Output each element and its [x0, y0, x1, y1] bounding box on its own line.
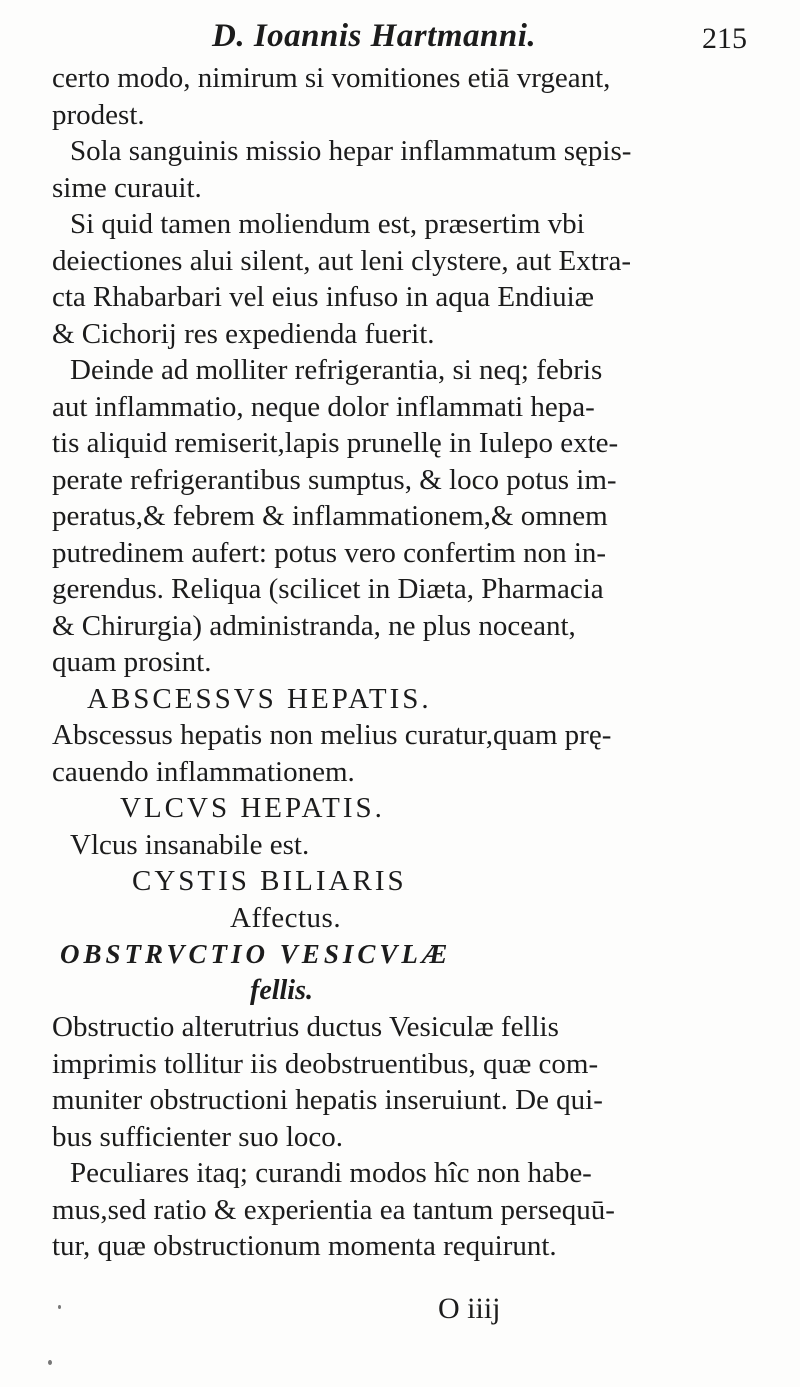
section-heading-obstructio-vesiculae: OBSTRVCTIO VESICVLÆ	[60, 939, 452, 969]
page-number: 215	[702, 22, 747, 55]
text-line: Si quid tamen moliendum est, præsertim vbi	[70, 208, 585, 240]
signature-mark: O iiij	[438, 1292, 501, 1325]
section-heading-abscessus-hepatis: ABSCESSVS HEPATIS.	[87, 682, 432, 715]
ink-speck	[48, 1360, 52, 1365]
section-subheading-affectus: Affectus.	[230, 901, 342, 934]
running-title: D. Ioannis Hartmanni.	[212, 18, 537, 54]
text-line: Obstructio alterutrius ductus Vesiculæ fellis	[52, 1011, 559, 1043]
text-line: & Cichorij res expedienda fuerit.	[52, 317, 435, 350]
running-head	[0, 18, 800, 62]
section-heading-vlcus-hepatis: VLCVS HEPATIS.	[120, 792, 385, 824]
text-line: mus,sed ratio & experientia ea tantum persequū-	[52, 1193, 615, 1226]
text-line: imprimis tollitur iis deobstruentibus, quæ com-	[52, 1047, 599, 1080]
text-line: muniter obstructioni hepatis inseruiunt. De qui-	[52, 1084, 603, 1116]
text-line: sime curauit.	[52, 171, 202, 204]
text-line: Vlcus insanabile est.	[70, 828, 310, 861]
text-line: deiectiones alui silent, aut leni clystere, aut Extra-	[52, 244, 631, 277]
text-line: & Chirurgia) administranda, ne plus noceant,	[52, 609, 576, 642]
ink-speck	[58, 1305, 61, 1309]
text-line: quam prosint.	[52, 646, 212, 678]
text-line: Deinde ad molliter refrigerantia, si neq; febris	[70, 354, 603, 386]
text-line: Sola sanguinis missio hepar inflammatum sępis-	[70, 135, 632, 167]
text-line: certo modo, nimirum si vomitiones etiā vrgeant,	[52, 62, 611, 94]
text-line: putredinem aufert: potus vero confertim non in-	[52, 536, 607, 569]
body-text	[52, 60, 752, 1265]
text-line: peratus,& febrem & inflammationem,& omnem	[52, 500, 608, 532]
text-line: Abscessus hepatis non melius curatur,quam prę-	[52, 719, 612, 751]
text-line: cauendo inflammationem.	[52, 755, 355, 788]
text-line: gerendus. Reliqua (scilicet in Diæta, Pharmacia	[52, 573, 604, 605]
text-line: prodest.	[52, 98, 145, 131]
text-line: aut inflammatio, neque dolor inflammati hepa-	[52, 390, 595, 423]
text-line: tur, quæ obstructionum momenta requirunt.	[52, 1230, 557, 1262]
text-line: cta Rhabarbari vel eius infuso in aqua Endiuiæ	[52, 281, 594, 313]
text-line: Peculiares itaq; curandi modos hîc non habe-	[70, 1157, 592, 1189]
section-subheading-fellis: fellis.	[250, 974, 313, 1006]
text-line: bus sufficienter suo loco.	[52, 1120, 344, 1153]
section-heading-cystis-biliaris: CYSTIS BILIARIS	[132, 865, 407, 897]
text-line: perate refrigerantibus sumptus, & loco potus im-	[52, 463, 617, 496]
text-line: tis aliquid remiserit,lapis prunellę in Iulepo exte-	[52, 427, 619, 459]
